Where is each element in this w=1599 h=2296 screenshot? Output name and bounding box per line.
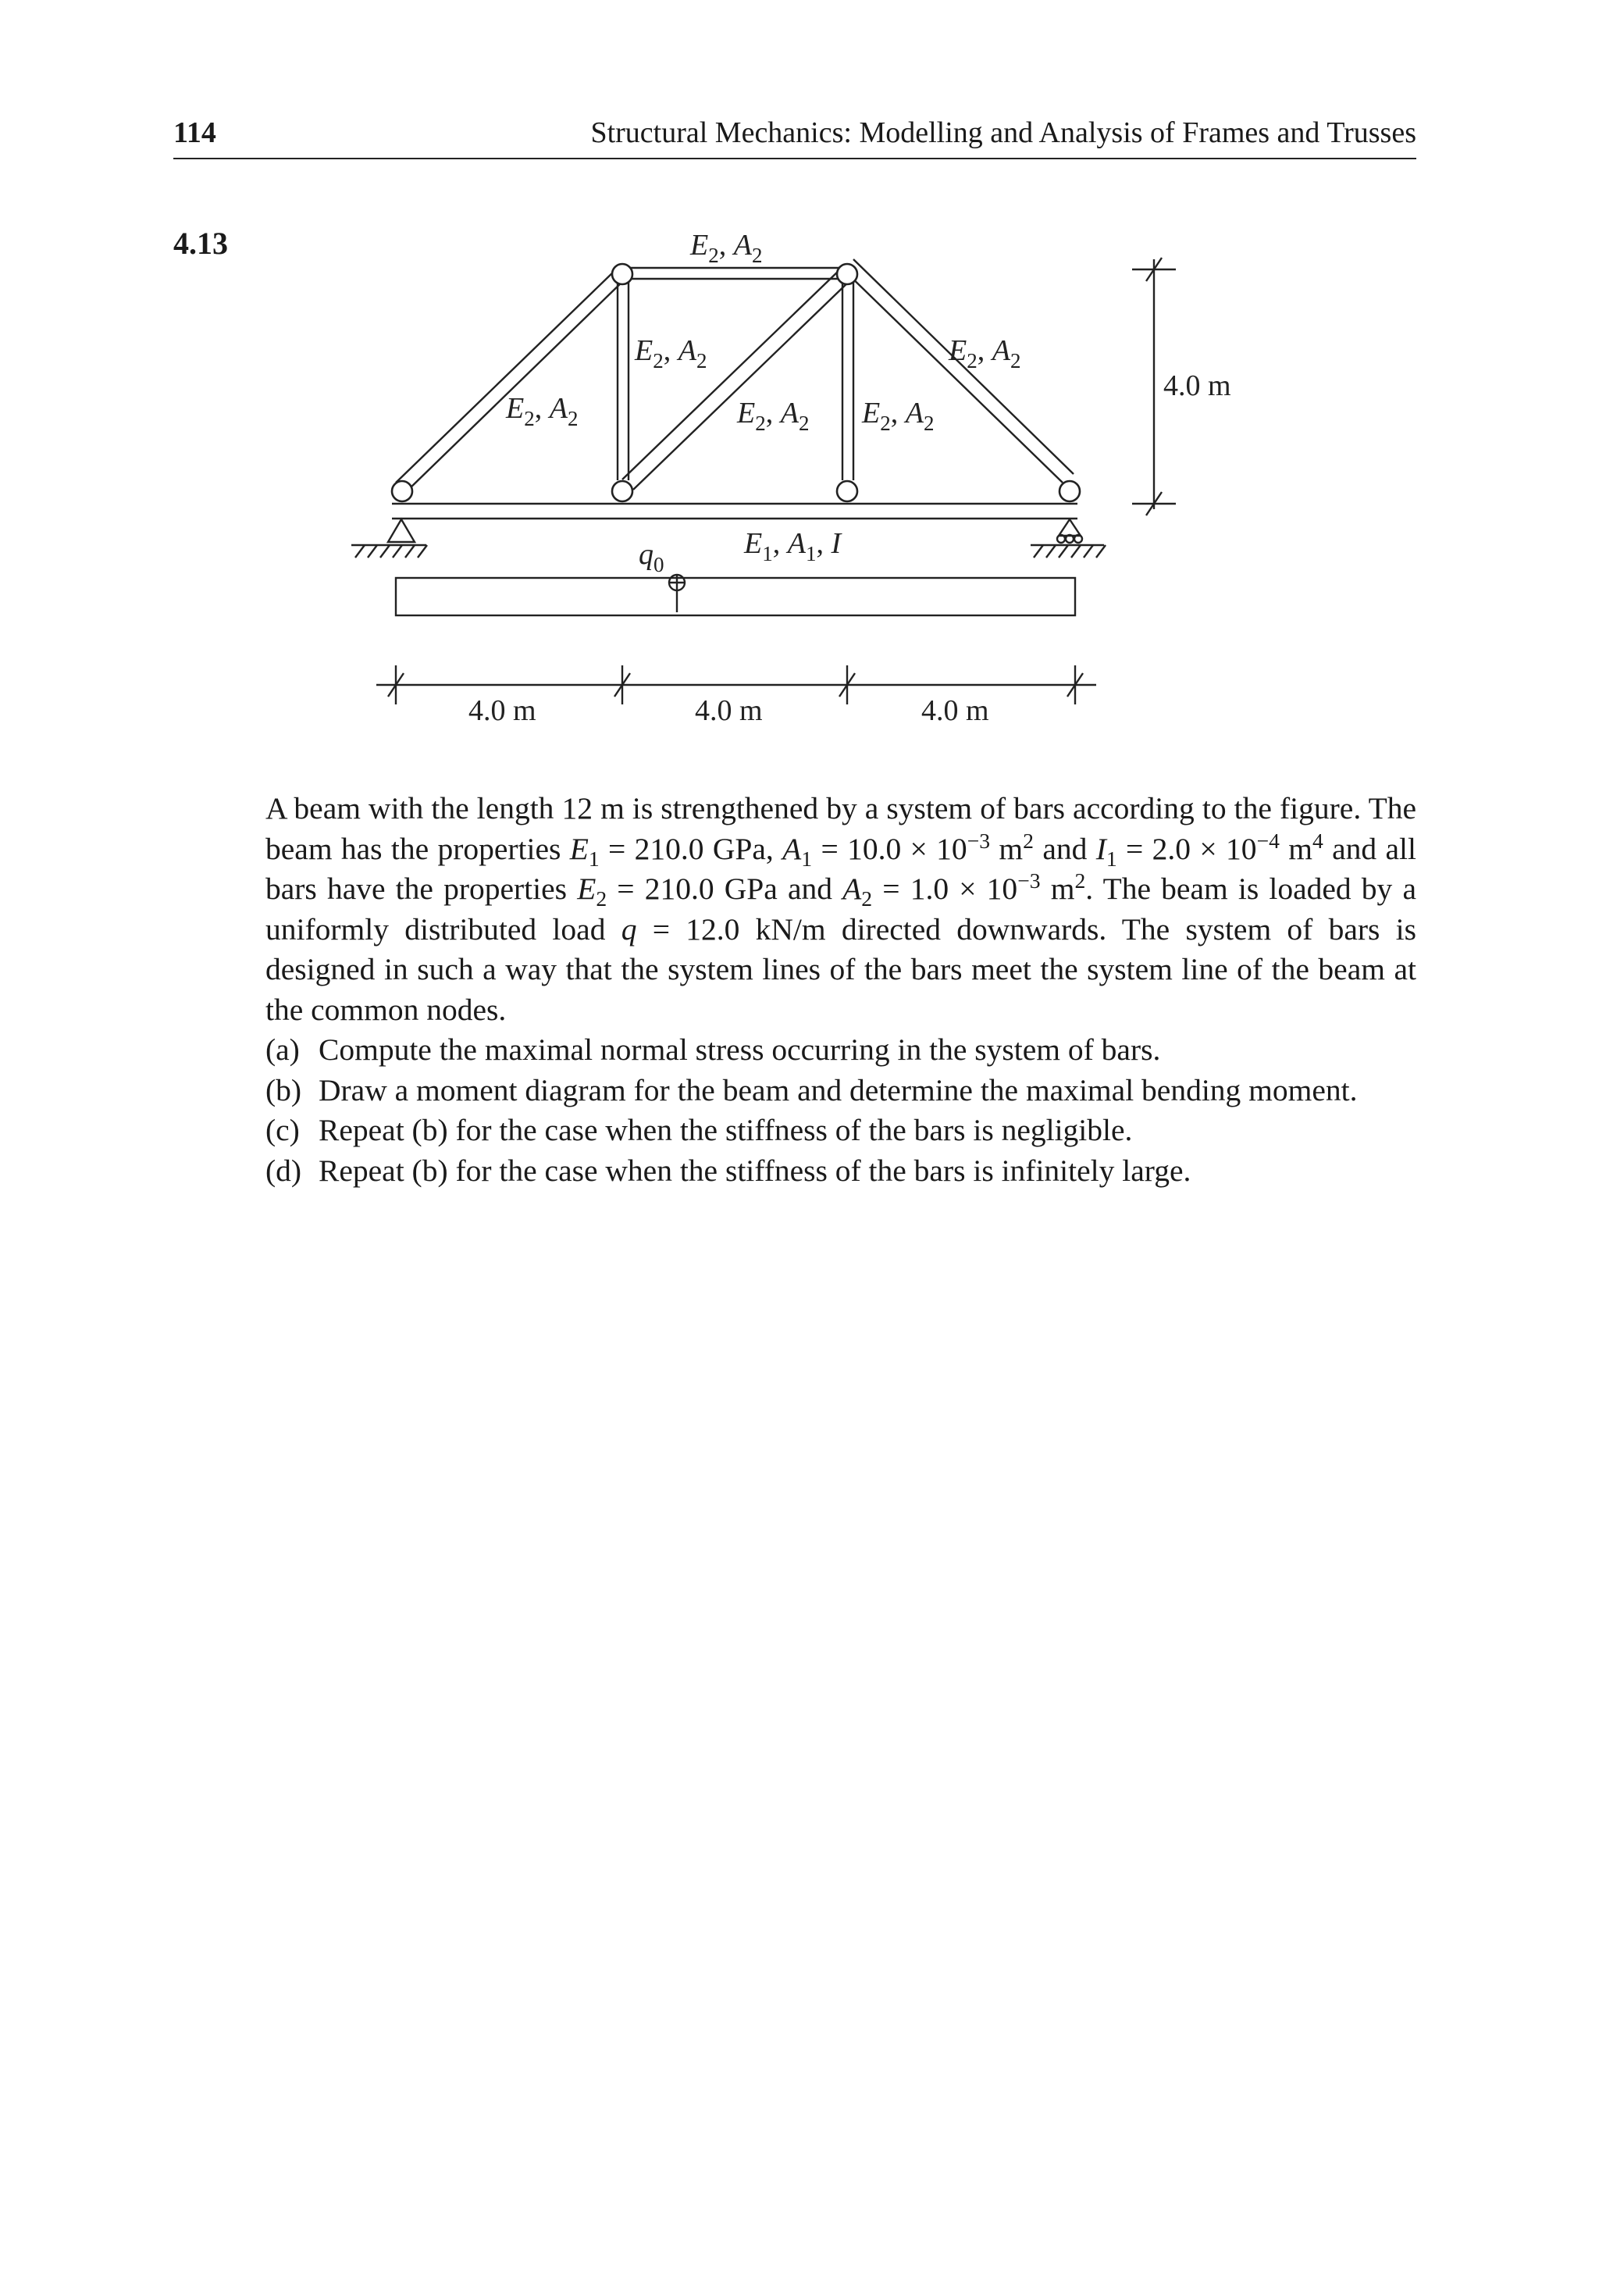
- node-bottom-mid-left: [612, 481, 632, 501]
- height-dimension-label: 4.0 m: [1163, 369, 1231, 402]
- distributed-load-block: [396, 578, 1075, 615]
- bar-top-chord: [622, 268, 847, 279]
- question-item: [265, 1030, 1416, 1071]
- node-bottom-right: [1059, 481, 1080, 501]
- problem-number: 4.13: [173, 226, 228, 261]
- question-label: (c): [265, 1113, 300, 1147]
- pin-support-left: [351, 519, 427, 558]
- question-item: [265, 1071, 1416, 1111]
- question-label: (a): [265, 1032, 300, 1067]
- question-text: Compute the maximal normal stress occurring in the system of bars.: [319, 1032, 1161, 1067]
- node-top-left: [612, 264, 632, 284]
- node-bottom-left: [392, 481, 412, 501]
- truss-nodes: [392, 264, 1080, 501]
- bar-right-diagonal: [842, 259, 1074, 483]
- question-label: (b): [265, 1072, 302, 1107]
- label-left-diagonal: $E_2$, $A_2$: [506, 392, 579, 430]
- question-list: [265, 1030, 1416, 1191]
- span-dimension-label-2: 4.0 m: [695, 694, 763, 727]
- label-right-diagonal: $E_2$, $A_2$: [949, 334, 1021, 373]
- span-dimension-label-3: 4.0 m: [921, 694, 989, 727]
- question-label: (d): [265, 1153, 302, 1188]
- question-text: Repeat (b) for the case when the stiffness of the bars is negligible.: [319, 1113, 1133, 1147]
- page-number: 114: [173, 116, 216, 149]
- label-beam: $E_1$, $A_1$, I: [744, 527, 842, 565]
- running-title: Structural Mechanics: Modelling and Analysis of Frames and Trusses: [590, 116, 1416, 149]
- question-text: Draw a moment diagram for the beam and determine the maximal bending moment.: [319, 1072, 1358, 1107]
- bar-left-vertical: [618, 282, 629, 480]
- roller-support-right: [1031, 519, 1106, 558]
- question-item: [265, 1151, 1416, 1192]
- question-text: Repeat (b) for the case when the stiffness of the bars is infinitely large.: [319, 1153, 1191, 1188]
- bar-left-diagonal: [396, 269, 625, 491]
- beam: [392, 504, 1077, 519]
- span-dimension-label-1: 4.0 m: [468, 694, 536, 727]
- label-left-vertical: $E_2$, $A_2$: [635, 334, 707, 373]
- label-middle-diagonal: $E_2$, $A_2$: [737, 397, 810, 435]
- label-right-vertical: $E_2$, $A_2$: [862, 397, 935, 435]
- question-item: [265, 1111, 1416, 1151]
- node-top-right: [837, 264, 857, 284]
- node-bottom-mid-right: [837, 481, 857, 501]
- problem-paragraph: A beam with the length 12 m is strengthened by a system of bars according to the figure. The beam has the properties $E_1 = 210.0$ GPa, $A_1 = 10.0 \times 10^{-3}$ $m^2$ and $I_1 = 2.0 \times 10^{-4}$ $m^4$ and all bars have the properties $E_2 = 210.0$ GPa and $A_2 = 1.0 \times 10^{-3}$ $m^2$. The beam is loaded by a uniformly distributed load q = 12.0 kN/m directed downwards. The system of bars is designed in such a way that the system lines of the bars meet the system line of the beam at the common nodes.: [265, 791, 1417, 1027]
- label-top-chord: $E_2$, $A_2$: [690, 229, 763, 267]
- bar-right-vertical: [842, 282, 853, 480]
- problem-text: [265, 789, 1416, 1191]
- label-load: $q_0$: [639, 538, 664, 576]
- truss-figure: [0, 0, 1599, 750]
- load-arrow: [669, 575, 685, 612]
- bar-middle-diagonal: [622, 269, 852, 490]
